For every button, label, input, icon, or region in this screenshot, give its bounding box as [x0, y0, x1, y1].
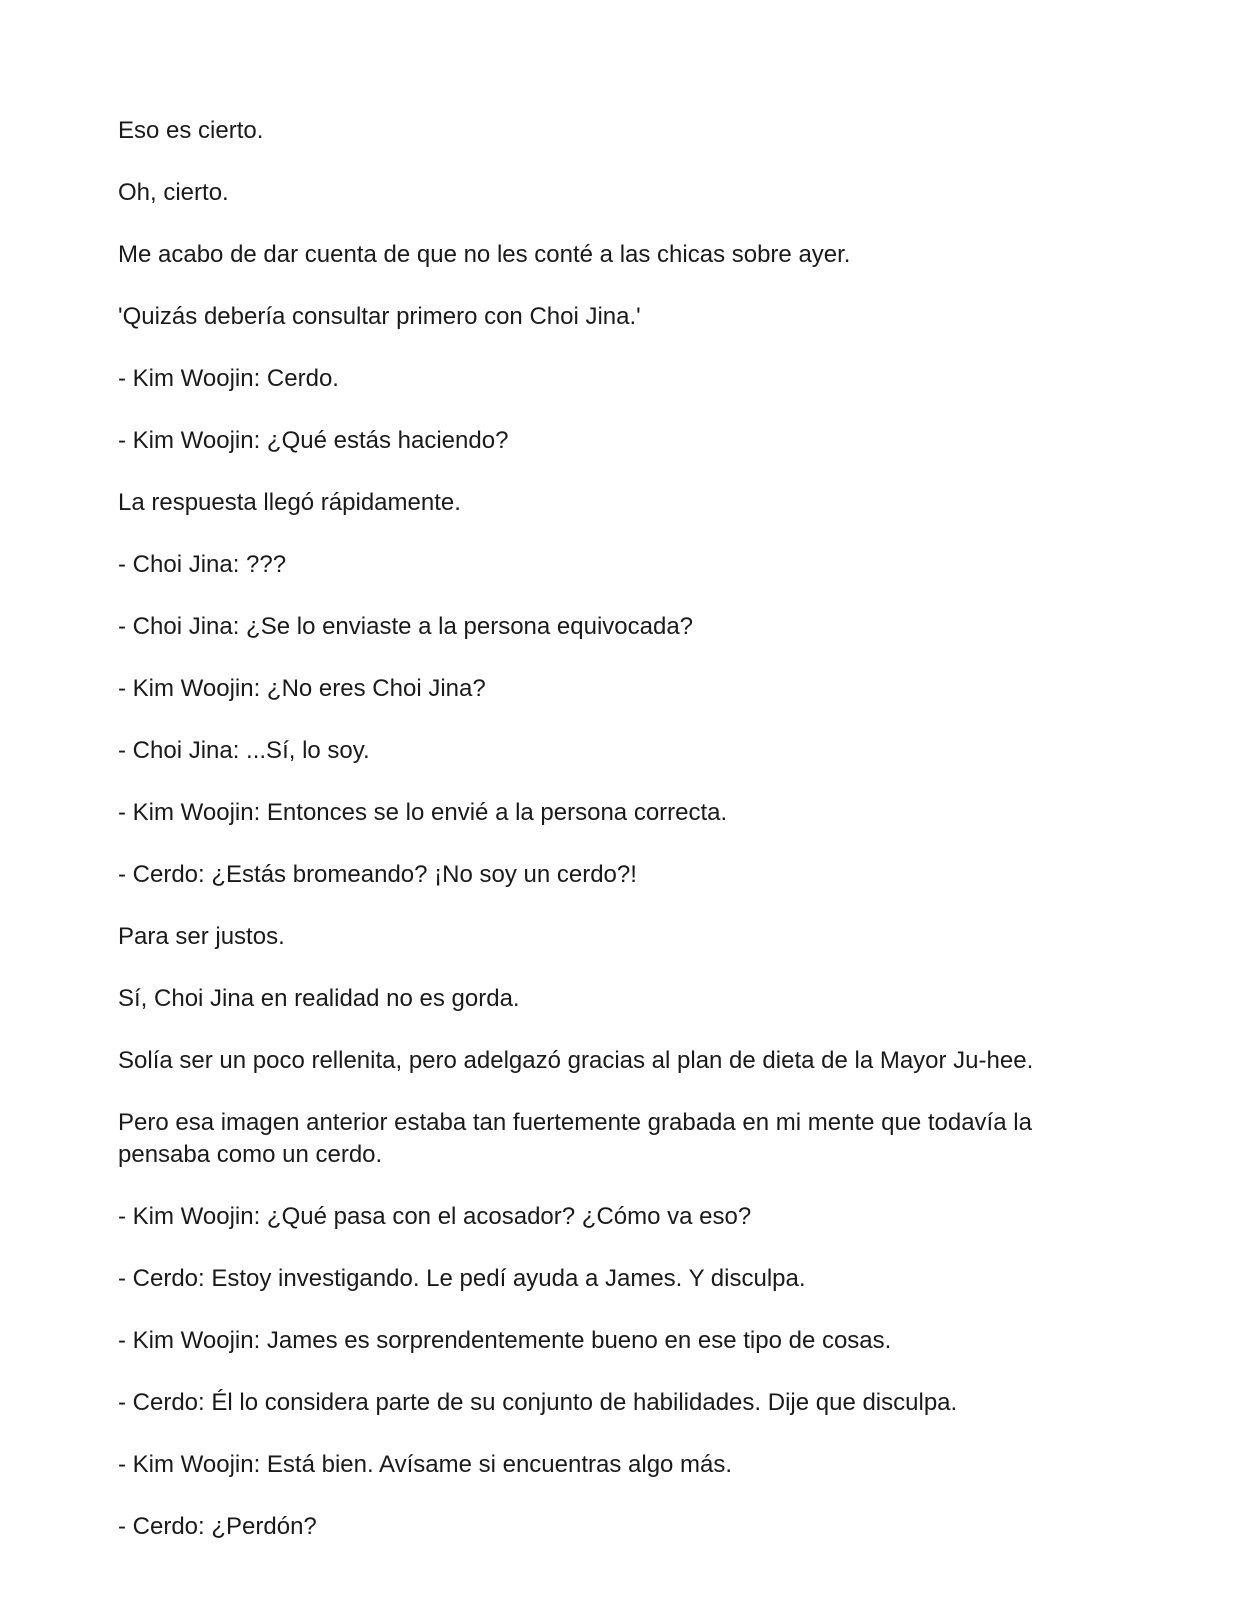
dialogue-line: - Kim Woojin: ¿Qué estás haciendo? — [118, 427, 509, 454]
dialogue-line: - Cerdo: Él lo considera parte de su conjunto de habilidades. Dije que disculpa. — [118, 1389, 958, 1416]
dialogue-line: - Choi Jina: ...Sí, lo soy. — [118, 737, 370, 764]
dialogue-line: - Kim Woojin: Está bien. Avísame si encuentras algo más. — [118, 1451, 733, 1478]
paragraph: Oh, cierto. — [118, 179, 229, 206]
paragraph: Me acabo de dar cuenta de que no les conté a las chicas sobre ayer. — [118, 241, 851, 268]
paragraph: Solía ser un poco rellenita, pero adelgazó gracias al plan de dieta de la Mayor Ju-hee. — [118, 1047, 1034, 1074]
document-body — [118, 115, 1128, 1573]
dialogue-line: - Choi Jina: ??? — [118, 551, 287, 578]
paragraph: La respuesta llegó rápidamente. — [118, 489, 461, 516]
paragraph: Para ser justos. — [118, 923, 285, 950]
paragraph: Pero esa imagen anterior estaba tan fuertemente grabada en mi mente que todavía la pensaba como un cerdo. — [118, 1109, 1032, 1168]
dialogue-line: - Kim Woojin: ¿No eres Choi Jina? — [118, 675, 486, 702]
dialogue-line: - Choi Jina: ¿Se lo enviaste a la persona equivocada? — [118, 613, 694, 640]
dialogue-line: - Kim Woojin: Entonces se lo envié a la persona correcta. — [118, 799, 728, 826]
dialogue-line: - Kim Woojin: ¿Qué pasa con el acosador? ¿Cómo va eso? — [118, 1203, 752, 1230]
dialogue-line: - Kim Woojin: James es sorprendentemente bueno en ese tipo de cosas. — [118, 1327, 892, 1354]
paragraph: Eso es cierto. — [118, 117, 264, 144]
dialogue-line: - Cerdo: ¿Perdón? — [118, 1513, 317, 1540]
dialogue-line: - Kim Woojin: Cerdo. — [118, 365, 339, 392]
paragraph: 'Quizás debería consultar primero con Choi Jina.' — [118, 303, 641, 330]
paragraph: Sí, Choi Jina en realidad no es gorda. — [118, 985, 520, 1012]
dialogue-line: - Cerdo: ¿Estás bromeando? ¡No soy un cerdo?! — [118, 861, 637, 888]
dialogue-line: - Cerdo: Estoy investigando. Le pedí ayuda a James. Y disculpa. — [118, 1265, 806, 1292]
